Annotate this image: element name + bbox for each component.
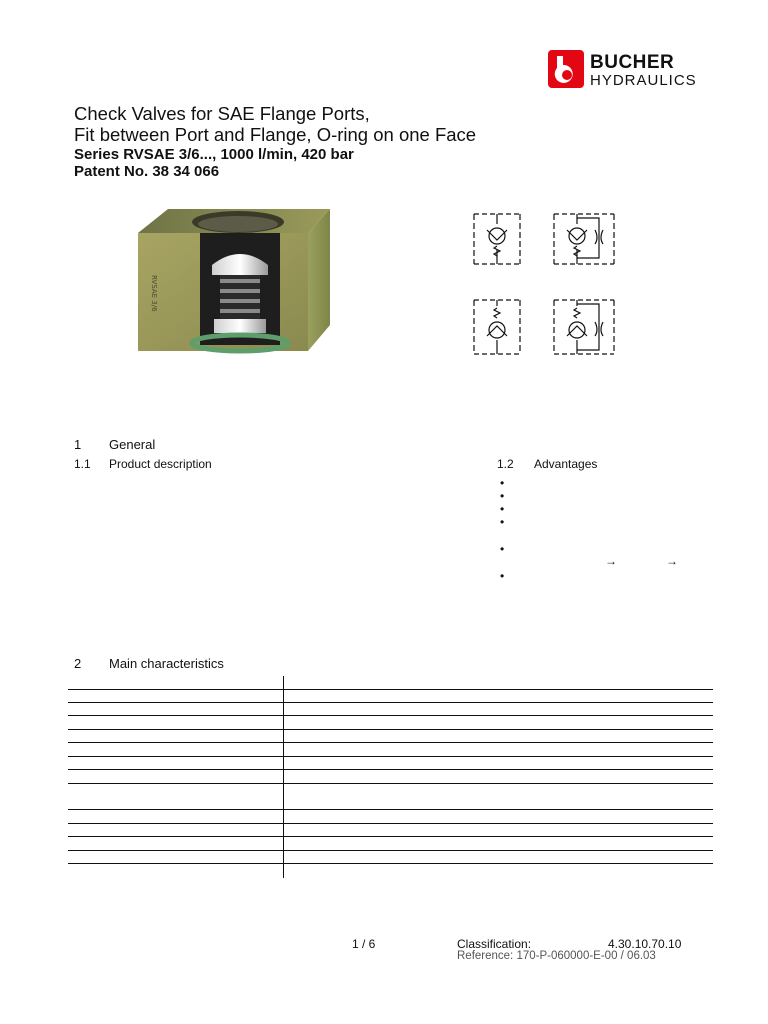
section-general-number: 1 <box>74 437 82 452</box>
table-row-line <box>68 836 713 837</box>
section-main-characteristics-number: 2 <box>74 656 82 671</box>
table-row-line <box>68 742 713 743</box>
photo-stamp-text: RVSAE 3/6 <box>150 275 158 312</box>
table-row-line <box>68 689 713 690</box>
table-column-divider <box>283 676 284 878</box>
table-row-line <box>68 809 713 810</box>
reference-number: Reference: 170-P-060000-E-00 / 06.03 <box>457 950 656 962</box>
check-valve-symbol-a <box>470 210 524 268</box>
section-advantages-number: 1.2 <box>497 457 514 471</box>
table-row-line <box>68 783 713 784</box>
section-product-description-title: Product description <box>109 457 212 471</box>
check-valve-symbol-b <box>550 210 620 268</box>
table-row-line <box>68 863 713 864</box>
check-valve-photo <box>130 205 340 355</box>
advantage-bullet: • <box>500 515 505 529</box>
check-valve-symbol-c <box>470 296 524 358</box>
table-row-line <box>68 850 713 851</box>
advantage-bullet: • <box>500 569 505 583</box>
arrow-right-icon: → <box>666 554 678 568</box>
brand-name-line2: HYDRAULICS <box>590 72 697 89</box>
brand-name-line1: BUCHER <box>590 52 675 73</box>
table-row-line <box>68 823 713 824</box>
classification-label: Classification: <box>457 937 532 951</box>
series-subtitle: Series RVSAE 3/6..., 1000 l/min, 420 bar <box>74 146 354 163</box>
section-general-title: General <box>109 437 156 452</box>
page-title-line1: Check Valves for SAE Flange Ports, <box>74 103 370 124</box>
bucher-logo-icon <box>548 50 584 88</box>
advantage-bullet: • <box>500 542 505 556</box>
page-number: 1 / 6 <box>352 937 376 951</box>
section-product-description-number: 1.1 <box>74 457 91 471</box>
arrow-right-icon: → <box>605 554 617 568</box>
patent-number: Patent No. 38 34 066 <box>74 163 220 180</box>
classification-value: 4.30.10.70.10 <box>608 937 682 951</box>
bucher-hydraulics-logo <box>548 48 708 90</box>
advantage-bullet: • <box>500 476 505 490</box>
table-row-line <box>68 729 713 730</box>
table-row-line <box>68 702 713 703</box>
table-row-line <box>68 756 713 757</box>
table-row-line <box>68 769 713 770</box>
section-main-characteristics-title: Main characteristics <box>109 656 224 671</box>
section-advantages-title: Advantages <box>534 457 598 471</box>
table-row-line <box>68 715 713 716</box>
page-title-line2: Fit between Port and Flange, O-ring on one Face <box>74 124 477 145</box>
advantage-bullet: • <box>500 502 505 516</box>
advantage-bullet: • <box>500 489 505 503</box>
check-valve-symbol-d <box>550 296 620 358</box>
